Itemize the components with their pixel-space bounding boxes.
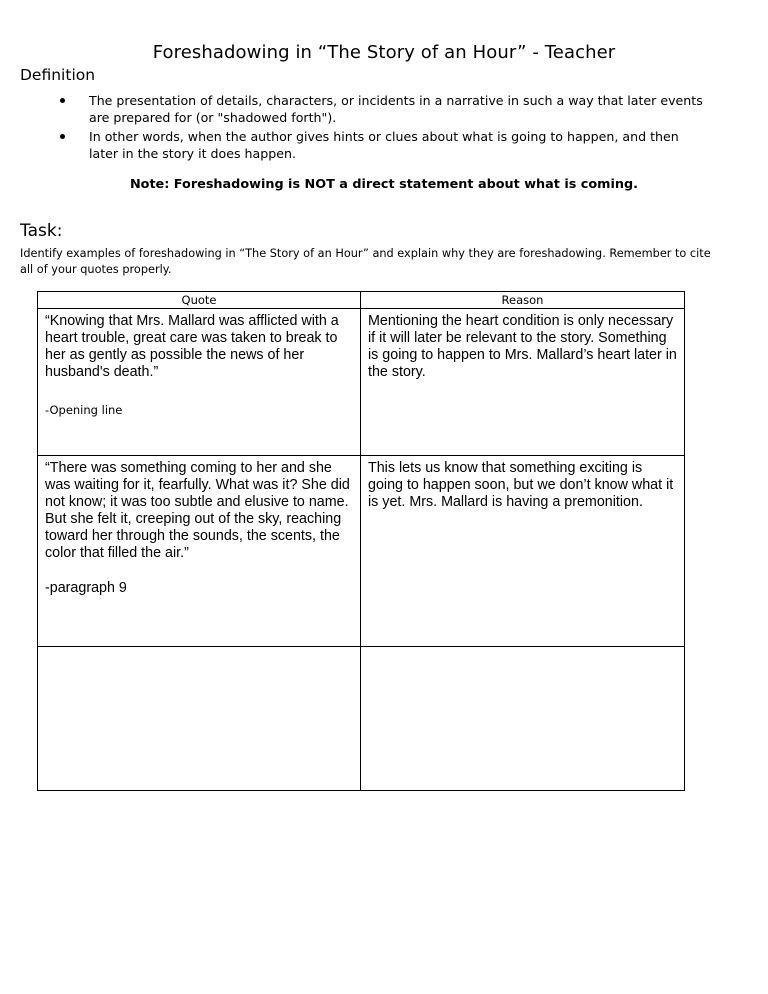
quote-column-header: Quote bbox=[38, 292, 361, 309]
quote-text: “There was something coming to her and she was waiting for it, fearfully. What was it? She did not know; it was too subtle and elusive to name. But she felt it, creeping out of the sky, reaching toward her through the sounds, the scents, the color that filled the air.” bbox=[45, 460, 350, 561]
quote-text: “Knowing that Mrs. Mallard was afflicted with a heart trouble, great care was taken to break to her as gently as possible the news of her husband's death.” bbox=[45, 313, 339, 380]
bullet-icon bbox=[60, 134, 65, 139]
quote-cell[interactable] bbox=[38, 456, 361, 647]
definition-item-text: In other words, when the author gives hints or clues about what is going to happen, and then later in the story it does happen. bbox=[89, 129, 679, 161]
table-row bbox=[38, 309, 685, 456]
definition-list bbox=[60, 92, 710, 164]
task-instructions: Identify examples of foreshadowing in “The Story of an Hour” and explain why they are foreshadowing. Remember to cite all of your quotes properly. bbox=[20, 247, 711, 276]
task-heading: Task: bbox=[20, 221, 63, 241]
page-title: Foreshadowing in “The Story of an Hour” - Teacher bbox=[152, 42, 616, 63]
definition-item-text: The presentation of details, characters, or incidents in a narrative in such a way that later events are prepared for (or "shadowed forth"). bbox=[89, 93, 703, 125]
quote-cell[interactable] bbox=[38, 647, 361, 791]
reason-cell[interactable] bbox=[361, 309, 685, 456]
definition-item bbox=[60, 128, 710, 162]
bullet-icon bbox=[60, 98, 65, 103]
quote-source: -paragraph 9 bbox=[45, 580, 127, 596]
reason-cell[interactable] bbox=[361, 647, 685, 791]
table-header-row bbox=[38, 292, 685, 309]
table-row bbox=[38, 647, 685, 791]
quote-source: -Opening line bbox=[45, 403, 123, 417]
reason-cell[interactable] bbox=[361, 456, 685, 647]
quote-cell[interactable] bbox=[38, 309, 361, 456]
foreshadowing-table bbox=[37, 291, 685, 791]
reason-column-header: Reason bbox=[361, 292, 685, 309]
note-text: Note: Foreshadowing is NOT a direct statement about what is coming. bbox=[129, 177, 639, 192]
table-row bbox=[38, 456, 685, 647]
reason-text: Mentioning the heart condition is only necessary if it will later be relevant to the story. Something is going to happen to Mrs. Mallard’s heart later in the story. bbox=[368, 313, 677, 380]
definition-item bbox=[60, 92, 710, 126]
definition-heading: Definition bbox=[20, 66, 96, 84]
reason-text: This lets us know that something exciting is going to happen soon, but we don’t know what it is yet. Mrs. Mallard is having a premonition. bbox=[368, 460, 674, 510]
